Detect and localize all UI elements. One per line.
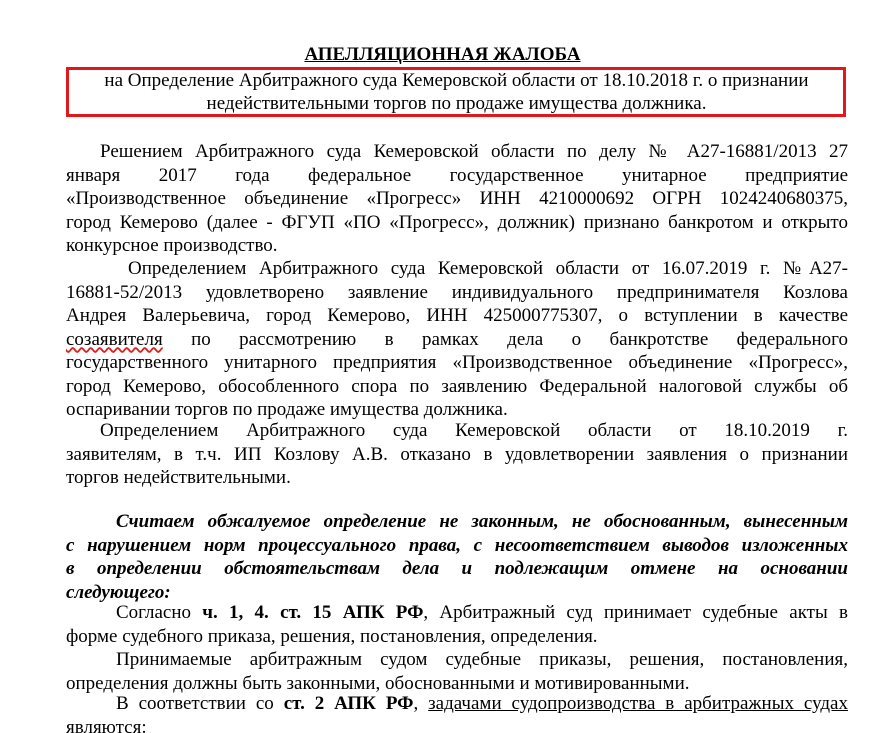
law-reference: ст. 2 АПК РФ <box>283 693 414 714</box>
text-line: в определении обстоятельствам дела и подлежащим отмене на основании <box>66 558 848 579</box>
text-line <box>66 601 848 625</box>
subtitle-line: на Определение Арбитражного суда Кемеровской области от 18.10.2018 г. о признании <box>104 70 809 91</box>
word: федеральное <box>308 164 412 186</box>
text-line: Считаем обжалуемое определение не законным, не обоснованным, вынесенным <box>116 511 848 532</box>
underlined-text: задачами судопроизводства в арбитражных судах <box>428 693 848 714</box>
text-line: 16881-52/2013 удовлетворено заявление индивидуального предпринимателя Козлова <box>66 281 848 303</box>
word: года <box>235 164 270 186</box>
paragraph-appeal-grounds <box>66 510 848 604</box>
text-fragment: , <box>413 693 429 714</box>
text-line: Определением Арбитражного суда Кемеровской области от 18.10.2019 г. <box>100 420 848 441</box>
word: унитарное <box>621 164 707 186</box>
text-line: Определением Арбитражного суда Кемеровской области от 16.07.2019 г. №А27- <box>128 258 848 279</box>
paragraph-article-2 <box>66 692 848 733</box>
text-line: город Кемерово (далее - ФГУП «ПО «Прогресс», должник) признано банкротом и открыто <box>66 211 848 233</box>
document-subtitle <box>69 69 844 115</box>
text-line: оспаривании торгов по продаже имущества должника. <box>66 399 508 420</box>
text-line <box>66 164 848 188</box>
paragraph-determination-2019-07 <box>66 257 848 422</box>
paragraph-decision <box>66 140 848 258</box>
text-line: следующего: <box>66 581 171 603</box>
word: января <box>66 164 121 186</box>
word: 2017 <box>158 164 197 186</box>
text-line: с нарушением норм процессуального права, с несоответствием выводов изложенных <box>66 534 848 556</box>
text-fragment: В соответствии со <box>116 693 284 714</box>
text-line: Андрея Валерьевича, город Кемерово, ИНН 425000775307, о вступлении в качестве <box>66 305 848 326</box>
paragraph-article-15 <box>66 601 848 648</box>
text-fragment: Согласно <box>116 602 203 623</box>
text-line: город Кемерово, обособленного спора по заявлению Федеральной налоговой службы об <box>66 375 848 397</box>
text-line: заявителям, в т.ч. ИП Козлову А.В. отказано в удовлетворении заявления о признании <box>66 443 848 465</box>
word: предприятие <box>745 164 849 186</box>
text-line: определения должны быть законными, обоснованными и мотивированными. <box>66 672 690 694</box>
paragraph-determination-2019-10 <box>66 419 848 490</box>
text-line <box>66 692 848 716</box>
text-fragment: , Арбитражный суд принимает судебные акты в <box>423 602 848 623</box>
text-line: государственного унитарного предприятия «Производственное объединение «Прогресс», <box>66 352 848 373</box>
text-line <box>66 328 848 352</box>
word: государственное <box>449 164 584 186</box>
text-fragment: по рассмотрению в рамках дела о банкротстве федерального <box>162 328 848 350</box>
law-reference: ч. 1, 4. ст. 15 АПК РФ <box>202 602 424 623</box>
text-line: торгов недействительными. <box>66 467 291 488</box>
misspelled-word: созаявителя <box>66 328 163 350</box>
subtitle-line: недействительными торгов по продаже имущества должника. <box>206 93 707 114</box>
text-line: форме судебного приказа, решения, постановления, определения. <box>66 625 598 647</box>
text-line: «Производственное объединение «Прогресс» ИНН 4210000692 ОГРН 1024240680375, <box>66 188 848 209</box>
document-title <box>0 44 885 66</box>
text-line: Принимаемые арбитражным судом судебные приказы, решения, постановления, <box>116 649 848 670</box>
paragraph-requirements <box>66 648 848 695</box>
text-line: конкурсное производство. <box>66 235 278 256</box>
text-line: Решением Арбитражного суда Кемеровской области по делу № А27-16881/2013 27 <box>100 141 848 162</box>
title-text: АПЕЛЛЯЦИОННАЯ ЖАЛОБА <box>304 44 581 65</box>
text-line: являются: <box>66 716 147 733</box>
